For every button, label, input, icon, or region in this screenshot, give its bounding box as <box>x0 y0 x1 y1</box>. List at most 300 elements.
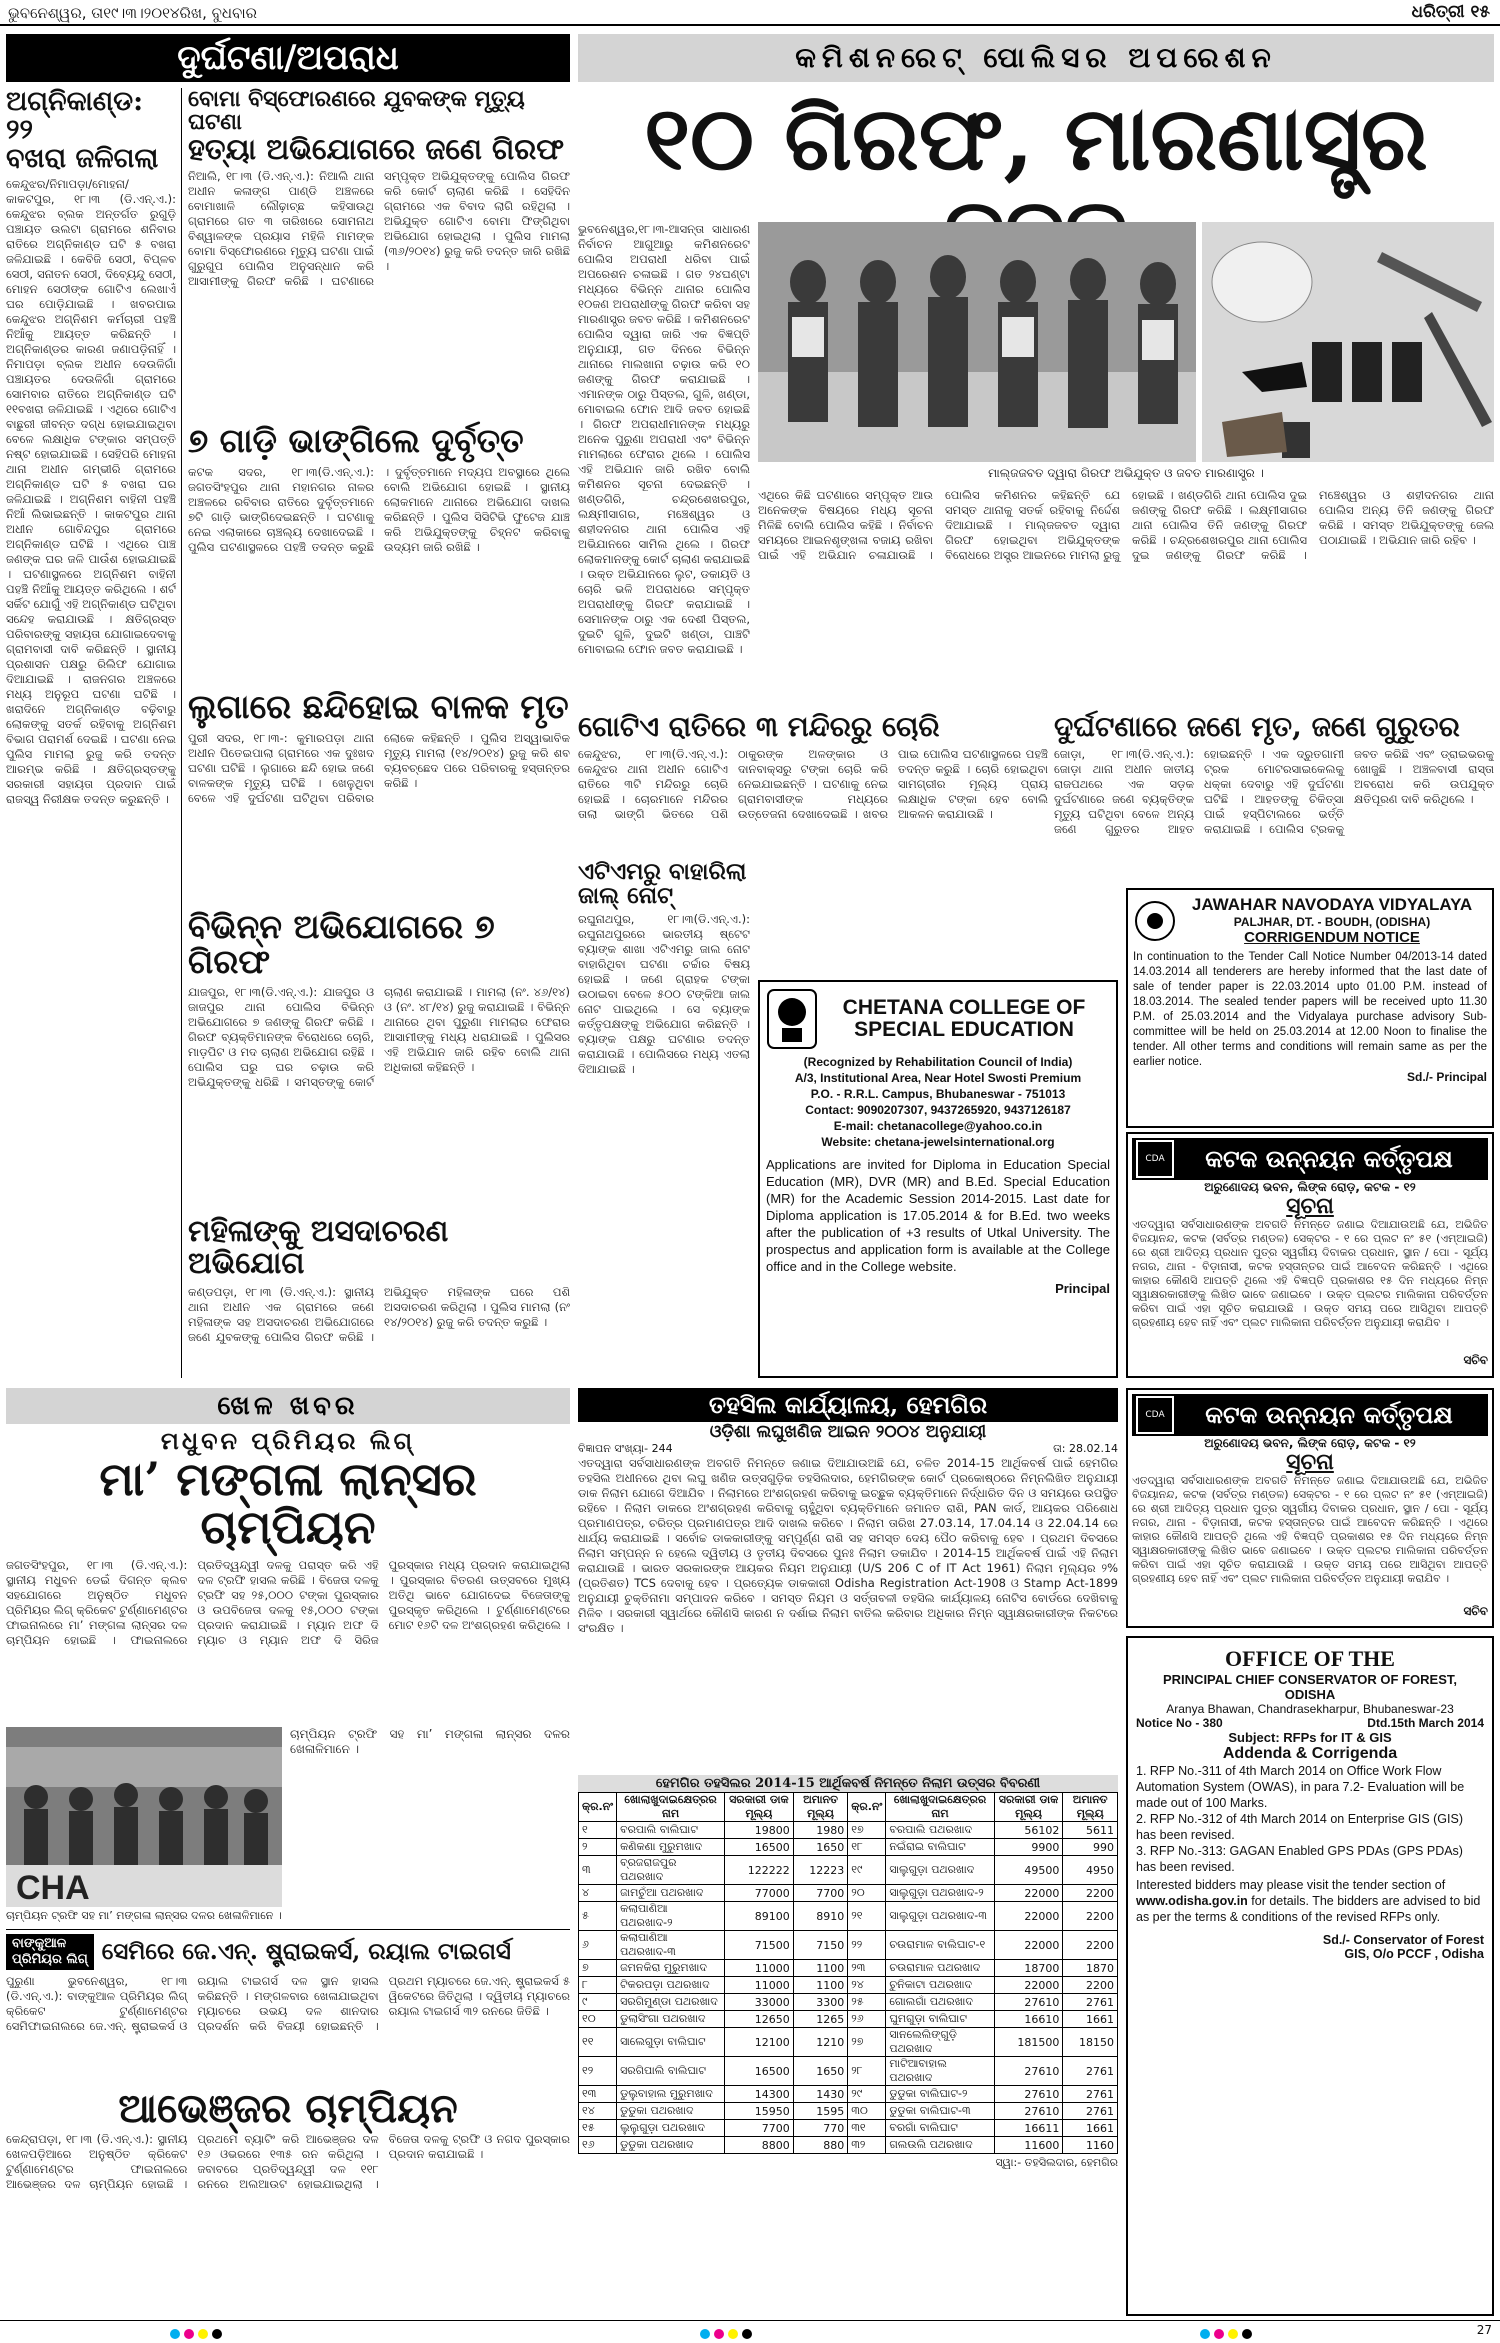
table-row <box>579 2120 1118 2137</box>
table-cell: 770 <box>793 2120 848 2137</box>
table-cell: ୨୦ <box>848 1885 886 1902</box>
lead-photo-people <box>758 222 1196 462</box>
col-header: ଅମାନତ ମୂଲ୍ୟ <box>1063 1793 1118 1822</box>
sports-kicker: ମଧୁବନ ପ୍ରିମିୟର ଲିଗ୍ <box>160 1426 416 1455</box>
ad-chetana-body: Applications are invited for Diploma in Education Special Education (MR), DVR (MR) and B.Ed. Special Education (MR) for the Academic Session 2014-2015. Last date for Diploma application is 17.05.2014 & for B.Ed. two weeks after the publication of +3 results of Utkal University. The prospectus and application form is available at the College office and in the College website. <box>766 1157 1110 1274</box>
ad-jnv-address: PALJHAR, DT. - BOUDH, (ODISHA) <box>1233 915 1431 929</box>
col-header: ଖୋଲାଖୁଦାଇକ୍ଷେତ୍ରର ନାମ <box>886 1793 994 1822</box>
table-cell: 1100 <box>793 1960 848 1977</box>
ad-cda-2-address: ଅରୁଣୋଦୟ ଭବନ, ଲିଙ୍କ ରୋଡ଼, କଟକ - ୧୨ <box>1204 1436 1416 1450</box>
table-cell: ୨୯ <box>848 2086 886 2103</box>
table-cell: ୮ <box>579 1977 617 1994</box>
table-cell: ୨୫ <box>848 1994 886 2011</box>
table-cell: ୧୪ <box>579 2103 617 2120</box>
table-cell: ବରଗାଁ ବାଲିଘାଟ <box>886 2120 994 2137</box>
table-cell: 1661 <box>1063 2120 1118 2137</box>
table-cell: ୬ <box>579 1931 617 1960</box>
table-cell: ଗୋଲଗାଁ ପଥରଖାଦ <box>886 1994 994 2011</box>
table-cell: ୩ <box>579 1856 617 1885</box>
masthead <box>0 0 1500 26</box>
table-cell: 122222 <box>725 1856 794 1885</box>
story-fire <box>6 88 176 1378</box>
ad-chetana-website[interactable]: Website: chetana-jewelsinternational.org <box>821 1135 1055 1149</box>
sports-headline: ମା’ ମଙ୍ଗଳା ଲାନ୍ସର ଚାମ୍ପିୟନ <box>99 1452 477 1555</box>
table-cell: ଗଲଉଲି ପଥରଖାଦ <box>886 2137 994 2154</box>
table-cell: 27610 <box>994 2103 1063 2120</box>
ad-pccf-line2: PRINCIPAL CHIEF CONSERVATOR OF FOREST, ODISHA <box>1163 1672 1457 1702</box>
table-cell: 22000 <box>994 1885 1063 1902</box>
table-cell: 12650 <box>725 2011 794 2028</box>
table-cell: 2761 <box>1063 1994 1118 2011</box>
lead-headline: ୧୦ ଗିରଫ, ମାରଣାସ୍ତ୍ର <box>644 86 1428 190</box>
tender-body: ଏତଦ୍ୱାରା ସର୍ବସାଧାରଣଙ୍କ ଅବଗତି ନିମନ୍ତେ ଜଣାଇ ଦିଆଯାଉଅଛି ଯେ, ଚଳିତ 2014-15 ଆର୍ଥିକବର୍ଷ ପାଇଁ ହେମଗିର ତହସିଲ ଅଧୀନରେ ଥିବା ଲଘୁ ଖଣିଜ ଉତ୍ସଗୁଡ଼ିକ ତହସିଲଦାର, ହେମଗିରଙ୍କ କୋର୍ଟ ପ୍ରକୋଷ୍ଠରେ ନିମ୍ନଲିଖିତ ଅନୁଯାୟୀ ଡାକ ନିଲାମ ଯୋଗେ ଦିଆଯିବ । ନିଲାମରେ ଅଂଶଗ୍ରହଣ କରିବାକୁ ଇଚ୍ଛୁକ ବ୍ୟକ୍ତିମାନେ ନିର୍ଦ୍ଧାରିତ ଦିନ ଓ ସମୟରେ ଉପସ୍ଥିତ ରହିବେ । ନିଲାମ ଡାକରେ ଅଂଶଗ୍ରହଣ କରିବାକୁ ଚାହୁଁଥିବା ବ୍ୟକ୍ତିମାନେ ଜମାନତ ରାଶି, PAN କାର୍ଡ, ଆୟକର ପରିଶୋଧ ପ୍ରମାଣପତ୍ର, ଚରିତ୍ର ପ୍ରମାଣପତ୍ର ଆଦି ଦାଖଲ କରିବେ । ନିଲାମ ତାରିଖ 27.03.14, 17.04.14 ଓ 22.04.14 ରେ ଧାର୍ଯ୍ୟ କରାଯାଇଛି । ସର୍ବୋଚ୍ଚ ଡାକକାରୀଙ୍କୁ ସମ୍ପୂର୍ଣ୍ଣ ରାଶି ସହ ସମସ୍ତ ଦେୟ ପୈଠ କରିବାକୁ ହେବ । ପ୍ରଥମ ଦିବସରେ ନିଲାମ ସମ୍ପନ୍ନ ନ ହେଲେ ଦ୍ୱିତୀୟ ଓ ତୃତୀୟ ଦିବସରେ ପୁନଃ ନିଲାମ ଡକାଯିବ । 2014-15 ଆର୍ଥିକବର୍ଷ ପାଇଁ ଏହି ନିଲାମ କରାଯାଉଛି । ଭାରତ ସରକାରଙ୍କ ଆୟକର ନିୟମ ଅନୁଯାୟୀ (U/S 206 C of IT Act 1961) ନିଲାମ ମୂଲ୍ୟର ୨% (ପ୍ରତିଶତ) TCS ଦେବାକୁ ହେବ । ପ୍ରତ୍ୟେକ ଡାକକାରୀ Odisha Registration Act-1908 ଓ Stamp Act-1899 ଅନୁଯାୟୀ ଚୁକ୍ତିନାମା ସମ୍ପାଦନ କରିବେ । ସମସ୍ତ ନିୟମ ଓ ସର୍ତ୍ତାବଳୀ ତହସିଲ କାର୍ଯ୍ୟାଳୟ ନୋଟିସ ବୋର୍ଡରେ ଦେଖିବାକୁ ମିଳିବ । ସରକାରୀ ସ୍ୱାର୍ଥରେ କୌଣସି କାରଣ ନ ଦର୍ଶାଇ ନିଲାମ ବାତିଲ କରିବାର ଅଧିକାର ନିମ୍ନ ସ୍ୱାକ୍ଷରକାରୀଙ୍କ ନିକଟରେ ସଂରକ୍ଷିତ । <box>578 1455 1118 1635</box>
sports-photo-caption: ଚାମ୍ପିୟନ ଟ୍ରଫି ସହ ମା’ ମଙ୍ଗଳା ଲାନ୍ସର ଦଳର ଖେଳାଳିମାନେ । <box>6 1908 282 1922</box>
black-mark <box>1242 2329 1252 2339</box>
table-cell: 2200 <box>1063 1902 1118 1931</box>
table-row <box>579 1839 1118 1856</box>
table-cell: ବ୍ରଜରାଜପୁର ପଥରଖାଦ <box>617 1856 725 1885</box>
story-fake-notes-title: ଏଟିଏମରୁ ବାହାରିଲା <box>578 858 747 885</box>
table-cell: 56102 <box>994 1822 1063 1839</box>
team-trophy-photo <box>6 1727 282 1907</box>
story-arrests <box>188 907 570 1210</box>
table-cell: 8800 <box>725 2137 794 2154</box>
arrested-people-photo <box>758 222 1196 462</box>
table-cell: ସାଲେଗୁଡ଼ା ବାଲିଘାଟ <box>617 2028 725 2057</box>
table-cell: 22000 <box>994 1977 1063 1994</box>
story-fake-notes <box>578 860 750 1380</box>
table-cell: ଜମନକିରା ମୁରୁମଖାଦ <box>617 1960 725 1977</box>
table-cell: 11000 <box>725 1977 794 1994</box>
story-temple-theft-title: ଗୋଟିଏ ରାତିରେ ୩ ମନ୍ଦିରରୁ ଚୋରି <box>578 710 940 743</box>
story-accident <box>1054 712 1494 882</box>
ad-chetana-contact: Contact: 9090207307, 9437265920, 9437126187 <box>805 1103 1071 1117</box>
story-misconduct-title: ମହିଳାଙ୍କୁ ଅସଦାଚରଣ ଅଭିଯୋଗ <box>188 1214 449 1281</box>
ad-pccf-note: Interested bidders may please visit the tender section of www.odisha.gov.in for details. The bidders are advised to bid as per the terms & conditions of the revised RFPs only. <box>1136 1878 1481 1924</box>
bankual-tag2: ପ୍ରିମିୟର ଲିଗ୍ <box>12 1951 88 1967</box>
table-cell: ୧୯ <box>848 1856 886 1885</box>
table-cell: ଟିକରପଡ଼ା ପଥରଖାଦ <box>617 1977 725 1994</box>
story-bomb-body: ନିଆଲି, ୧୮।୩ (ଡି.ଏନ୍.ଏ.): ନିଆଲି ଥାନା ଅଧୀନ କଳାଙ୍ଗ ପାଣ୍ଡି ଅଞ୍ଚଳରେ ବୋମାଖାଳି ଲୌଢ଼ାଚ୍ଛ କହିସାଉଥି ଗ୍ରାମରେ ଗତ ୩ ତାରିଖରେ ସୋମନାଥ ବିଶ୍ୱାଳଙ୍କ ପ୍ରୟାସ ମହିଳି ମାମଙ୍କ ବୋମା ବିସ୍ଫୋରଣରେ ମୃତ୍ୟୁ ଘଟଣା ପାଇଁ ଗୁରୁଗୁପ ପୋଲିସ ଅନୁସନ୍ଧାନ କରି ଆସାମୀଙ୍କୁ ଗିରଫ କରିଛି । ଘଟଣାରେ ସମ୍ପୃକ୍ତ ଅଭିଯୁକ୍ତଙ୍କୁ ପୋଲିସ ଗିରଫ କରି କୋର୍ଟ ଚାଲାଣ କରିଛି । ସେହିଦିନ ଗ୍ରାମରେ ଏକ ବିବାଦ ଲାଗି ରହିଥିଲା । ଅଭିଯୁକ୍ତ ଗୋଟିଏ ବୋମା ଫିଙ୍ଗିଥିବା ଅଭିଯୋଗ ହୋଇଥିଲା । ପୁଲିସ ମାମଲା (୩୬/୨୦୧୪) ରୁଜୁ କରି ତଦନ୍ତ ଜାରି ରଖିଛି । <box>188 168 570 288</box>
table-cell: ୧୨ <box>579 2057 617 2086</box>
table-cell: ୧୬ <box>579 2137 617 2154</box>
table-cell: 880 <box>793 2137 848 2154</box>
table-cell: 1210 <box>793 2028 848 2057</box>
ad-pccf-line1: OFFICE OF THE <box>1225 1646 1395 1671</box>
table-cell: ଡୁଲୁବାହାଲ ମୁରୁମଖାଦ <box>617 2086 725 2103</box>
ad-jnv <box>1126 888 1494 1128</box>
table-cell: ୧ <box>579 1822 617 1839</box>
col-header: ସରକାରୀ ଡାକ ମୂଲ୍ୟ <box>994 1793 1063 1822</box>
table-cell: କଲାପାଣିଆ ପଥରଖାଦ-୨ <box>617 1902 725 1931</box>
col-header: କ୍ର.ନଂ <box>848 1793 886 1822</box>
table-row <box>579 1931 1118 1960</box>
table-cell: ୨୬ <box>848 2011 886 2028</box>
table-cell: 2761 <box>1063 2086 1118 2103</box>
story-fire-title: ଅଗ୍ନିକାଣ୍ଡ: ୨୨ <box>6 86 144 146</box>
story-fire-body: କେନ୍ଦୁଝର/ନିମାପଡ଼ା/ମୋହନା/କାକଟପୁର, ୧୮।୩ (ଡି.ଏନ୍.ଏ.): କେନ୍ଦୁଝର ବ୍ଲକ ଅନ୍ତର୍ଗତ ରୁଗୁଡ଼ି ପଞ୍ଚାୟତ ଉଲଟା ଗ୍ରାମରେ ଶନିବାର ରାତିରେ ଅଗ୍ନିକାଣ୍ଡ ଘଟି ୫ ବଖରା ଜଳିଯାଇଛି । କେବିଜି ସେଠୀ, ବିପ୍ଳବ ସେଠୀ, ସନାତନ ସେଠୀ, ଦିବ୍ୟେନ୍ଦୁ ସେଠୀ, ମୋହନ ସେଠୀଙ୍କ ଗୋଟିଏ ଲେଖାଏଁ ଘର ପୋଡ଼ିଯାଇଛି । ଖବରପାଇ କେନ୍ଦୁଝର ଅଗ୍ନିଶମ କର୍ମଚାରୀ ପହଞ୍ଚି ନିଆଁକୁ ଆୟତ୍ତ କରିଛନ୍ତି । ଅଗ୍ନିକାଣ୍ଡର କାରଣ ଜଣାପଡ଼ିନାହିଁ । ନିମାପଡ଼ା ବ୍ଲକ ଅଧୀନ ଦେଉଳିଗାଁ ପଞ୍ଚାୟତର ଦେଉଳିଗାଁ ଗ୍ରାମରେ ସୋମବାର ରାତିରେ ଅଗ୍ନିକାଣ୍ଡ ଘଟି ୧୧ବଖରା ଜଳିଯାଇଛି । ଏଥିରେ ଗୋଟିଏ ବାଛୁରୀ ଜୀବନ୍ତ ଦଗ୍ଧ ହୋଇଯାଇଥିବା ବେଳେ ଲକ୍ଷାଧିକ ଟଙ୍କାର ସମ୍ପତ୍ତି ନଷ୍ଟ ହୋଇଯାଇଛି । ସେହିପରି ମୋହନା ଥାନା ଅଧୀନ ଗମ୍ଭୀରି ଗ୍ରାମରେ ଅଗ୍ନିକାଣ୍ଡ ଘଟି ୫ ବଖରା ଘର ଜଳିଯାଇଛି । ଅଗ୍ନିଶମ ବାହିନୀ ପହଞ୍ଚି ନିଆଁ ଲିଭାଇଛନ୍ତି । କାକଟପୁର ଥାନା ଅଧୀନ ଗୋବିନ୍ଦପୁର ଗ୍ରାମରେ ଅଗ୍ନିକାଣ୍ଡ ଘଟିଛି । ଏଥିରେ ପାଞ୍ଚ ଜଣଙ୍କ ଘର ଜଳି ପାଉଁଶ ହୋଇଯାଇଛି । ଘଟଣାସ୍ଥଳରେ ଅଗ୍ନିଶମ ବାହିନୀ ପହଞ୍ଚି ନିଆଁକୁ ଆୟତ୍ତ କରିଥିଲେ । ଶର୍ଟ ସର୍କିଟ ଯୋଗୁଁ ଏହି ଅଗ୍ନିକାଣ୍ଡ ଘଟିଥିବା ସନ୍ଦେହ କରାଯାଉଛି । କ୍ଷତିଗ୍ରସ୍ତ ପରିବାରଙ୍କୁ ସହାୟତା ଯୋଗାଇଦେବାକୁ ଗ୍ରାମବାସୀ ଦାବି କରିଛନ୍ତି । ସ୍ଥାନୀୟ ପ୍ରଶାସନ ପକ୍ଷରୁ ରିଲିଫ ଯୋଗାଇ ଦିଆଯାଇଛି । ରାଜନଗର ଅଞ୍ଚଳରେ ମଧ୍ୟ ଅନୁରୂପ ଘଟଣା ଘଟିଛି । ଖରାଦିନେ ଅଗ୍ନିକାଣ୍ଡ ବଢ଼ିବାରୁ ଲୋକଙ୍କୁ ସତର୍କ ରହିବାକୁ ଅଗ୍ନିଶମ ବିଭାଗ ପରାମର୍ଶ ଦେଇଛି । ଘଟଣା ନେଇ ପୁଲିସ ମାମଲା ରୁଜୁ କରି ତଦନ୍ତ ଆରମ୍ଭ କରିଛି । କ୍ଷତିଗ୍ରସ୍ତଙ୍କୁ ସରକାରୀ ସହାୟତା ପ୍ରଦାନ ପାଇଁ ରାଜସ୍ୱ ନିରୀକ୍ଷକ ତଦନ୍ତ କରୁଛନ୍ତି । <box>6 177 176 807</box>
ad-jnv-body: In continuation to the Tender Call Notice Number 04/2013-14 dated 14.03.2014 all tenderers are hereby informed that the last date of sale of tender paper is 22.03.2014 upto 01.00 P.M. instead of 18.03.2014. The sealed tender papers will be received upto 11.30 P.M. of 25.03.2014 and the Vidyalaya purchase advisory Sub-committee will be held on 25.03.2014 at 12.00 Noon to finalise the tender. All other terms and conditions will remain same as per the earlier notice. <box>1133 951 1487 1068</box>
table-cell: ଚଉରାମାଳ ବାଲିଘାଟ-୧ <box>886 1931 994 1960</box>
table-cell: ବରପାଲି ବାଲିଘାଟ <box>617 1822 725 1839</box>
lead-body: ଭୁବନେଶ୍ୱର,୧୮।୩-ଆସନ୍ତା ସାଧାରଣ ନିର୍ବାଚନ ଆଗୁଆରୁ କମିଶନରେଟ ପୋଲିସ ଅପରାଧୀ ଧରିବା ପାଇଁ ଅପରେଶନ ଚଳାଇଛି । ଗତ ୨୪ଘଣ୍ଟା ମଧ୍ୟରେ ବିଭିନ୍ନ ଥାନାର ପୋଲିସ ୧୦ଜଣ ଅପରାଧୀଙ୍କୁ ଗିରଫ କରିବା ସହ ମାରଣାସ୍ତ୍ର ଜବତ କରିଛି । କମିଶନରେଟ ପୋଲିସ ଦ୍ୱାରା ଜାରି ଏକ ବିଜ୍ଞପ୍ତି ଅନୁଯାୟୀ, ଗତ ଦିନରେ ବିଭିନ୍ନ ଥାନାରେ ମାଲଖାନା ଚଢ଼ାଉ କରି ୧୦ ଜଣଙ୍କୁ ଗିରଫ କରାଯାଇଛି । ଏମାନଙ୍କ ଠାରୁ ପିସ୍ତଲ, ଗୁଳି, ଖଣ୍ଡା, ମୋବାଇଲ ଫୋନ ଆଦି ଜବତ ହୋଇଛି । ଗିରଫ ଅପରାଧୀମାନଙ୍କ ମଧ୍ୟରୁ ଅନେକ ପୁରୁଣା ଅପରାଧୀ ଏବଂ ବିଭିନ୍ନ ମାମଲାରେ ଫେରାର ଥିଲେ । ପୋଲିସ ଏହି ଅଭିଯାନ ଜାରି ରଖିବ ବୋଲି କମିଶନର ସୂଚନା ଦେଇଛନ୍ତି । ଖଣ୍ଡଗିରି, ଚନ୍ଦ୍ରଶେଖରପୁର, ଲକ୍ଷ୍ମୀସାଗର, ମଞ୍ଚେଶ୍ୱର ଓ ଶହୀଦନଗର ଥାନା ପୋଲିସ ଏହି ଅଭିଯାନରେ ସାମିଲ ଥିଲେ । ଗିରଫ ଲୋକମାନଙ୍କୁ କୋର୍ଟ ଚାଲାଣ କରାଯାଇଛି । ଉକ୍ତ ଅଭିଯାନରେ ଲୁଟ, ଡକାୟତି ଓ ଚୋରି ଭଳି ଅପରାଧରେ ସମ୍ପୃକ୍ତ ଅପରାଧୀଙ୍କୁ ଗିରଫ କରାଯାଇଛି । ସେମାନଙ୍କ ଠାରୁ ଏକ ଦେଶୀ ପିସ୍ତଲ, ଦୁଇଟି ଗୁଳି, ଦୁଇଟି ଖଣ୍ଡା, ପାଞ୍ଚଟି ମୋବାଇଲ ଫୋନ ଜବତ କରାଯାଇଛି । <box>578 222 750 656</box>
ad-chetana-recognition: (Recognized by Rehabilitation Council of India) <box>803 1055 1073 1069</box>
page-number: ୧୫ <box>1470 2 1490 22</box>
story-arrests-body: ଯାଜପୁର, ୧୮।୩(ଡି.ଏନ୍.ଏ.): ଯାଜପୁର ଓ ଜାଜପୁର ଥାନା ପୋଲିସ ବିଭିନ୍ନ ଅଭିଯୋଗରେ ୭ ଜଣଙ୍କୁ ଗିରଫ କରିଛି । ଗିରଫ ବ୍ୟକ୍ତିମାନଙ୍କ ବିରୋଧରେ ଚୋରି, ମାଡ଼ପିଟ ଓ ମଦ ଚାଲାଣ ଅଭିଯୋଗ ରହିଛି । ପୋଲିସ ଘରୁ ଘର ଚଢ଼ାଉ କରି ଅଭିଯୁକ୍ତଙ୍କୁ ଧରିଛି । ସମସ୍ତଙ୍କୁ କୋର୍ଟ ଚାଲାଣ କରାଯାଇଛି । ମାମଲା (ନଂ. ୪୬/୧୪) ଓ (ନଂ. ୪୮/୧୪) ରୁଜୁ କରାଯାଇଛି । ବିଭିନ୍ନ ଥାନାରେ ଥିବା ପୁରୁଣା ମାମଲାର ଫେରାର ଆସାମୀଙ୍କୁ ମଧ୍ୟ ଧରାଯାଇଛି । ପୁଲିସର ଏହି ଅଭିଯାନ ଜାରି ରହିବ ବୋଲି ଥାନା ଅଧିକାରୀ କହିଛନ୍ତି । <box>188 985 570 1090</box>
story-misconduct <box>188 1216 570 1378</box>
col-header: ଅମାନତ ମୂଲ୍ୟ <box>793 1793 848 1822</box>
ad-chetana-details <box>766 1054 1110 1150</box>
table-cell: ୩୨ <box>848 2137 886 2154</box>
story-boy <box>188 687 570 905</box>
ad-cda-1-body: ଏତଦ୍ୱାରା ସର୍ବସାଧାରଣଙ୍କ ଅବଗତି ନିମନ୍ତେ ଜଣାଇ ଦିଆଯାଉଅଛି ଯେ, ଅଭିଜିତ ବିଜୟାନନ୍ଦ, କଟକ (ସର୍ବତ୍ର ମଣ୍ଡଳ) ସେକ୍ଟର - ୧ ରେ ପ୍ଲଟ ନଂ ୫୧ (ଏମ୍‌ଆଇଜି) ରେ ଶ୍ରୀ ଆଦିତ୍ୟ ପ୍ରଧାନ ପୁତ୍ର ସ୍ୱର୍ଗୀୟ ଦିବାକର ପ୍ରଧାନ, ସ୍ଥାନ / ପୋ - ସୂର୍ଯ୍ୟ ନଗର, ଥାନା - ବିଡ଼ାନାସୀ, କଟକ ହସ୍ତାନ୍ତର ପାଇଁ ଆବେଦନ କରିଛନ୍ତି । ଏଥିରେ କାହାର କୌଣସି ଆପତ୍ତି ଥିଲେ ଏହି ବିଜ୍ଞପ୍ତି ପ୍ରକାଶର ୧୫ ଦିନ ମଧ୍ୟରେ ନିମ୍ନ ସ୍ୱାକ୍ଷରକାରୀଙ୍କୁ ଲିଖିତ ଭାବେ ଜଣାଇବେ । ଉକ୍ତ ପ୍ଲଟର ମାଲିକାନା ପରିବର୍ତ୍ତନ କରିବା ପାଇଁ ଏହା ସୂଚିତ କରାଯାଉଛି । ଉକ୍ତ ସମୟ ପରେ ଆସିଥିବା ଆପତ୍ତି ଗ୍ରହଣୀୟ ହେବ ନାହିଁ ଏବଂ ପ୍ଲଟ ମାଲିକାନା ପରିବର୍ତ୍ତନ ଅନୁଯାୟୀ କରାଯିବ । <box>1132 1218 1488 1330</box>
ad-cda-2-header <box>1132 1394 1488 1436</box>
story-vandal-body: କଟକ ସଦର, ୧୮।୩(ଡି.ଏନ୍.ଏ.): ଜଗତସିଂହପୁର ଥାନା ମହାନଗର ନାଳର ଅଞ୍ଚଳରେ ରବିବାର ରାତିରେ ଦୁର୍ବୃତ୍ତମାନେ ୭ଟି ଗାଡ଼ି ଭାଙ୍ଗିଦେଇଛନ୍ତି । ଘଟଣାକୁ ନେଇ ଏଲାକାରେ ଚାଞ୍ଚଲ୍ୟ ଦେଖାଦେଇଛି । ପୁଲିସ ଘଟଣାସ୍ଥଳରେ ପହଞ୍ଚି ତଦନ୍ତ କରୁଛି । ଦୁର୍ବୃତ୍ତମାନେ ମଦ୍ୟପ ଅବସ୍ଥାରେ ଥିଲେ ବୋଲି ଅଭିଯୋଗ ହୋଇଛି । ସ୍ଥାନୀୟ ଲୋକମାନେ ଥାନାରେ ଅଭିଯୋଗ ଦାଖଲ କରିଛନ୍ତି । ପୁଲିସ ସିସିଟିଭି ଫୁଟେଜ ଯାଞ୍ଚ କରି ଅଭିଯୁକ୍ତଙ୍କୁ ଚିହ୍ନଟ କରିବାକୁ ଉଦ୍ୟମ ଜାରି ରଖିଛି । <box>188 464 570 554</box>
yellow-mark <box>728 2329 738 2339</box>
tender-ref-row <box>578 1442 1118 1456</box>
table-cell: 27610 <box>994 2086 1063 2103</box>
table-cell: 16610 <box>994 2011 1063 2028</box>
story-temple-theft-body: କେନ୍ଦୁଝର, ୧୮।୩(ଡି.ଏନ୍.ଏ.): କେନ୍ଦୁଝର ଥାନା ଅଧୀନ ଗୋଟିଏ ରାତିରେ ୩ଟି ମନ୍ଦିରରୁ ଚୋରି ହୋଇଛି । ଚୋରମାନେ ମନ୍ଦିରର ତାଲା ଭାଙ୍ଗି ଭିତରେ ପଶି ଠାକୁରଙ୍କ ଅଳଙ୍କାର ଓ ଦାନବାକ୍ସରୁ ଟଙ୍କା ଚୋରି କରି ନେଇଯାଇଛନ୍ତି । ଘଟଣାକୁ ନେଇ ଗ୍ରାମବାସୀଙ୍କ ମଧ୍ୟରେ ଉତ୍ତେଜନା ଦେଖାଦେଇଛି । ଖବର ପାଇ ପୋଲିସ ଘଟଣାସ୍ଥଳରେ ପହଞ୍ଚି ତଦନ୍ତ କରୁଛି । ଚୋରି ହୋଇଥିବା ସାମଗ୍ରୀର ମୂଲ୍ୟ ପ୍ରାୟ ଲକ୍ଷାଧିକ ଟଙ୍କା ହେବ ବୋଲି ଆକଳନ କରାଯାଉଛି । <box>578 747 1048 822</box>
tender-table-title: ହେମଗିର ତହସିଲର 2014-15 ଆର୍ଥିକବର୍ଷ ନିମନ୍ତେ ନିଲାମ ଉତ୍ସର ବିବରଣୀ <box>578 1775 1118 1793</box>
ad-chetana-name1: CHETANA COLLEGE OF <box>842 995 1086 1019</box>
table-cell: ଲୁଲୁଗୁଡ଼ା ପଥରଖାଦ <box>617 2120 725 2137</box>
table-row <box>579 1902 1118 1931</box>
table-cell: 990 <box>1063 1839 1118 1856</box>
ad-jnv-header <box>1133 895 1487 946</box>
table-cell: 7150 <box>793 1931 848 1960</box>
sports-body-extra: ଚାମ୍ପିୟନ ଟ୍ରଫି ସହ ମା’ ମଙ୍ଗଳା ଲାନ୍ସର ଦଳର ଖେଳାଳିମାନେ । <box>290 1726 570 1756</box>
tender-table-header <box>579 1793 1118 1822</box>
tender-law: ଓଡ଼ିଶା ଲଘୁଖଣିଜ ଆଇନ ୨୦୦୪ ଅନୁଯାୟୀ <box>709 1422 987 1442</box>
table-cell: 2200 <box>1063 1931 1118 1960</box>
tender-notice <box>578 1388 1118 2316</box>
table-cell: ୫ <box>579 1902 617 1931</box>
ad-pccf-address: Aranya Bhawan, Chandrasekharpur, Bhubaneswar-23 <box>1166 1702 1454 1716</box>
table-cell: ୧୫ <box>579 2120 617 2137</box>
table-cell: 12100 <box>725 2028 794 2057</box>
table-cell: ୨୮ <box>848 2057 886 2086</box>
table-cell: 71500 <box>725 1931 794 1960</box>
table-cell: 16500 <box>725 2057 794 2086</box>
col-header: ସରକାରୀ ଡାକ ମୂଲ୍ୟ <box>725 1793 794 1822</box>
table-cell: ସାନଲେଲିଙ୍ଗୁଡ଼ି ପଥରଖାଦ <box>886 2028 994 2057</box>
banner-text: CHA <box>16 1868 90 1907</box>
dateline: ଭୁବନେଶ୍ୱର, ତା୧୯।୩।୨୦୧୪ରିଖ, ବୁଧବାର <box>8 4 258 22</box>
cyan-mark <box>170 2329 180 2339</box>
bankual-header <box>6 1929 570 1970</box>
cda-logo-icon: CDA <box>1136 1140 1174 1178</box>
cyan-mark <box>1200 2329 1210 2339</box>
ad-pccf-item: 3. RFP No.-313: GAGAN Enabled GPS PDAs (GPS PDAs) has been revised. <box>1136 1844 1463 1874</box>
table-cell: 7700 <box>725 2120 794 2137</box>
color-registration-marks <box>700 2324 756 2343</box>
table-cell: ୨୨ <box>848 1931 886 1960</box>
table-cell: 11000 <box>725 1960 794 1977</box>
table-cell: 11600 <box>994 2137 1063 2154</box>
col-header: କ୍ର.ନଂ <box>579 1793 617 1822</box>
table-cell: 77000 <box>725 1885 794 1902</box>
ad-pccf-sign1: Sd./- Conservator of Forest <box>1322 1933 1484 1947</box>
table-cell: ୧୭ <box>848 1822 886 1839</box>
ad-pccf-subject: Subject: RFPs for IT & GIS <box>1228 1730 1392 1745</box>
ad-cda-2-sign: ସଚିବ <box>1463 1604 1488 1619</box>
avenger-headline: ଆଭେଞ୍ଜର ଚାମ୍ପିୟନ <box>118 2084 458 2132</box>
magenta-mark <box>714 2329 724 2339</box>
table-cell: ସାଲୁଗୁଡ଼ା ପଥରଖାଦ-୩ <box>886 1902 994 1931</box>
yellow-mark <box>1228 2329 1238 2339</box>
ad-cda-1-address: ଅରୁଣୋଦୟ ଭବନ, ଲିଙ୍କ ରୋଡ଼, କଟକ - ୧୨ <box>1204 1180 1416 1194</box>
table-cell: ୧୮ <box>848 1839 886 1856</box>
table-cell: 18150 <box>1063 2028 1118 2057</box>
ad-pccf-site-link[interactable]: www.odisha.gov.in <box>1136 1894 1248 1908</box>
story-fake-notes-title2: ଜାଲ୍ ନୋଟ୍ <box>578 882 674 910</box>
table-cell: ବରପାଲି ପଥରଖାଦ <box>886 1822 994 1839</box>
table-cell: 16500 <box>725 1839 794 1856</box>
table-cell: କଣିକଣା ମୁରୁମଖାଦ <box>617 1839 725 1856</box>
color-registration-marks <box>170 2324 226 2343</box>
col-header: ଖୋଲାଖୁଦାଇକ୍ଷେତ୍ରର ନାମ <box>617 1793 725 1822</box>
story-misconduct-body: କଣ୍ଡପଡ଼ା, ୧୮।୩ (ଡି.ଏନ୍.ଏ.): ସ୍ଥାନୀୟ ଥାନା ଅଧୀନ ଏକ ଗ୍ରାମରେ ଜଣେ ମହିଳାଙ୍କ ସହ ଅସଦାଚରଣ ଅଭିଯୋଗରେ ଜଣେ ଯୁବକଙ୍କୁ ପୋଲିସ ଗିରଫ କରିଛି । ଅଭିଯୁକ୍ତ ମହିଳାଙ୍କ ଘରେ ପଶି ଅସଦାଚରଣ କରିଥିଲା । ପୁଲିସ ମାମଲା (ନଂ ୧୪/୨୦୧୪) ରୁଜୁ କରି ତଦନ୍ତ କରୁଛି । <box>188 1285 570 1344</box>
ad-cda-1-sign: ସଚିବ <box>1463 1353 1488 1368</box>
table-row <box>579 1822 1118 1839</box>
ad-pccf-title: Addenda & Corrigenda <box>1222 1745 1398 1762</box>
table-cell: ଡୁଲାସିଂଗା ପଥରଖାଦ <box>617 2011 725 2028</box>
college-logo-icon <box>766 988 818 1050</box>
color-registration-marks <box>1200 2324 1256 2343</box>
story-fire-title2: ବଖରା ଜଳିଗଲା <box>6 142 159 174</box>
table-cell: 49500 <box>994 1856 1063 1885</box>
table-cell: 14300 <box>725 2086 794 2103</box>
table-cell: ଚଉରାମାଳ ପଥରଖାଦ <box>886 1960 994 1977</box>
table-cell: 1100 <box>793 1977 848 1994</box>
table-cell: ଡୁଡୁକା ବାଲିଘାଟ-୩ <box>886 2103 994 2120</box>
sports-banner: ଖେଳ ଖବର <box>6 1388 570 1424</box>
table-row <box>579 1960 1118 1977</box>
story-bomb-title: ବୋମା ବିସ୍ଫୋରଣରେ ଯୁବକଙ୍କ ମୃତ୍ୟୁ ଘଟଣା <box>188 86 525 136</box>
ad-pccf-date: Dtd.15th March 2014 <box>1367 1716 1484 1730</box>
section-banner-crime: ଦୁର୍ଘଟଣା/ଅପରାଧ <box>6 34 570 82</box>
ad-cda-2-notice: ସୂଚନା <box>1286 1449 1334 1475</box>
table-cell: ଡୁଡୁକା ପଥରଖାଦ <box>617 2137 725 2154</box>
page-header-right <box>1412 2 1491 22</box>
table-cell: ଘୁମଗୁଡ଼ା ବାଲିଘାଟ <box>886 2011 994 2028</box>
table-row <box>579 2011 1118 2028</box>
table-cell: ୨୩ <box>848 1960 886 1977</box>
ad-cda-1-title-block <box>1174 1144 1484 1174</box>
table-cell: 9900 <box>994 1839 1063 1856</box>
table-cell: 181500 <box>994 2028 1063 2057</box>
table-cell: ସରଗିମୁଣ୍ଡା ପଥରଖାଦ <box>617 1994 725 2011</box>
paper-name: ଧରିତ୍ରୀ <box>1411 2 1465 22</box>
table-cell: 4950 <box>1063 1856 1118 1885</box>
table-cell: 22000 <box>994 1902 1063 1931</box>
table-cell: ସାଲୁଗୁଡ଼ା ପଥରଖାଦ-୨ <box>886 1885 994 1902</box>
lead-body-continued: ଏଥିରେ କିଛି ଘଟଣାରେ ସମ୍ପୃକ୍ତ ଆଉ ଅନେକଙ୍କ ବିଷୟରେ ମଧ୍ୟ ସୂଚନା ମିଳିଛି ବୋଲି ପୋଲିସ କହିଛି । ନିର୍ବାଚନ ସମୟରେ ଆଇନଶୃଙ୍ଖଳା ବଜାୟ ରଖିବା ପାଇଁ ଏହି ଅଭିଯାନ ଚଳାଯାଉଛି । ପୋଲିସ କମିଶନର କହିଛନ୍ତି ଯେ ସମସ୍ତ ଥାନାକୁ ସତର୍କ ରହିବାକୁ ନିର୍ଦ୍ଦେଶ ଦିଆଯାଇଛି । ମାଲ୍‌ଜଜବତ ଦ୍ୱାରା ଗିରଫ ହୋଇଥିବା ଅଭିଯୁକ୍ତଙ୍କ ବିରୋଧରେ ଅସ୍ତ୍ର ଆଇନରେ ମାମଲା ରୁଜୁ ହୋଇଛି । ଖଣ୍ଡଗିରି ଥାନା ପୋଲିସ ଦୁଇ ଜଣଙ୍କୁ ଗିରଫ କରିଛି । ଲକ୍ଷ୍ମୀସାଗର ଥାନା ପୋଲିସ ତିନି ଜଣଙ୍କୁ ଗିରଫ କରିଛି । ଚନ୍ଦ୍ରଶେଖରପୁର ଥାନା ପୋଲିସ ଦୁଇ ଜଣଙ୍କୁ ଗିରଫ କରିଛି । ମଞ୍ଚେଶ୍ୱର ଓ ଶହୀଦନଗର ଥାନା ପୋଲିସ ଅନ୍ୟ ତିନି ଜଣଙ୍କୁ ଗିରଫ କରିଛି । ସମସ୍ତ ଅଭିଯୁକ୍ତଙ୍କୁ ଜେଲ ପଠାଯାଇଛି । ଅଭିଯାନ ଜାରି ରହିବ । <box>758 488 1494 562</box>
story-accident-title: ଦୁର୍ଘଟଣାରେ ଜଣେ ମୃତ, ଜଣେ ଗୁରୁତର <box>1054 710 1460 743</box>
table-row <box>579 2137 1118 2154</box>
table-cell: 2761 <box>1063 2057 1118 2086</box>
table-cell: 89100 <box>725 1902 794 1931</box>
table-cell: ଡୁଡୁକା ବାଲିଘାଟ-୨ <box>886 2086 994 2103</box>
ad-pccf <box>1126 1636 1494 2316</box>
table-cell: 19800 <box>725 1822 794 1839</box>
ad-chetana-name <box>818 997 1110 1041</box>
table-row <box>579 2057 1118 2086</box>
cda-logo-icon: CDA <box>1136 1396 1174 1434</box>
table-cell: 18700 <box>994 1960 1063 1977</box>
story-fake-notes-body: ରଘୁନାଥପୁର, ୧୮।୩(ଡି.ଏନ୍.ଏ.): ରଘୁନାଥପୁରରେ ଭାରତୀୟ ଷ୍ଟେଟ ବ୍ୟାଙ୍କ ଶାଖା ଏଟିଏମରୁ ଜାଲ ନୋଟ ବାହାରିଥିବା ଘଟଣା ଚର୍ଚ୍ଚାର ବିଷୟ ହୋଇଛି । ଜଣେ ଗ୍ରାହକ ଟଙ୍କା ଉଠାଇବା ବେଳେ ୫୦୦ ଟଙ୍କିଆ ଜାଲ ନୋଟ ପାଇଥିଲେ । ସେ ବ୍ୟାଙ୍କ କର୍ତ୍ତୃପକ୍ଷଙ୍କୁ ଅଭିଯୋଗ କରିଛନ୍ତି । ବ୍ୟାଙ୍କ ପକ୍ଷରୁ ଘଟଣାର ତଦନ୍ତ କରାଯାଉଛି । ପୋଲିସରେ ମଧ୍ୟ ଏତଲା ଦିଆଯାଇଛି । <box>578 912 750 1077</box>
lead-photo-weapons <box>1202 222 1494 462</box>
table-cell: ୨୭ <box>848 2028 886 2057</box>
table-cell: 15950 <box>725 2103 794 2120</box>
ad-cda-2-body: ଏତଦ୍ୱାରା ସର୍ବସାଧାରଣଙ୍କ ଅବଗତି ନିମନ୍ତେ ଜଣାଇ ଦିଆଯାଉଅଛି ଯେ, ଅଭିଜିତ ବିଜୟାନନ୍ଦ, କଟକ (ସର୍ବତ୍ର ମଣ୍ଡଳ) ସେକ୍ଟର - ୧ ରେ ପ୍ଲଟ ନଂ ୫୧ (ଏମ୍‌ଆଇଜି) ରେ ଶ୍ରୀ ଆଦିତ୍ୟ ପ୍ରଧାନ ପୁତ୍ର ସ୍ୱର୍ଗୀୟ ଦିବାକର ପ୍ରଧାନ, ସ୍ଥାନ / ପୋ - ସୂର୍ଯ୍ୟ ନଗର, ଥାନା - ବିଡ଼ାନାସୀ, କଟକ ହସ୍ତାନ୍ତର ପାଇଁ ଆବେଦନ କରିଛନ୍ତି । ଏଥିରେ କାହାର କୌଣସି ଆପତ୍ତି ଥିଲେ ଏହି ବିଜ୍ଞପ୍ତି ପ୍ରକାଶର ୧୫ ଦିନ ମଧ୍ୟରେ ନିମ୍ନ ସ୍ୱାକ୍ଷରକାରୀଙ୍କୁ ଲିଖିତ ଭାବେ ଜଣାଇବେ । ଉକ୍ତ ପ୍ଲଟର ମାଲିକାନା ପରିବର୍ତ୍ତନ କରିବା ପାଇଁ ଏହା ସୂଚିତ କରାଯାଉଛି । ଉକ୍ତ ସମୟ ପରେ ଆସିଥିବା ଆପତ୍ତି ଗ୍ରହଣୀୟ ହେବ ନାହିଁ ଏବଂ ପ୍ଲଟ ମାଲିକାନା ପରିବର୍ତ୍ତନ ଅନୁଯାୟୀ କରାଯିବ । <box>1132 1474 1488 1586</box>
table-cell: 12223 <box>793 1856 848 1885</box>
table-cell: ଚୁନିକାଟା ପଥରଖାଦ <box>886 1977 994 1994</box>
table-cell: ୨ <box>579 1839 617 1856</box>
table-cell: ସାଲୁଗୁଡ଼ା ପଥରଖାଦ <box>886 1856 994 1885</box>
bankual-headline: ସେମିରେ ଜେ.ଏନ୍. ଷ୍ଟ୍ରାଇକର୍ସ, ରୟାଲ ଟାଇଗର୍ସ <box>101 1937 511 1965</box>
table-cell: ୭ <box>579 1960 617 1977</box>
tender-table <box>578 1792 1118 2154</box>
table-cell: 2200 <box>1063 1977 1118 1994</box>
table-cell: 1430 <box>793 2086 848 2103</box>
ad-chetana-header <box>766 988 1110 1050</box>
magenta-mark <box>1214 2329 1224 2339</box>
table-cell: ୩୦ <box>848 2103 886 2120</box>
ad-cda-1 <box>1126 1132 1494 1378</box>
footer-page-number: 27 <box>1476 2323 1492 2337</box>
table-row <box>579 2086 1118 2103</box>
story-accident-body: ଜୋଡ଼ା, ୧୮।୩(ଡି.ଏନ୍.ଏ.): ଜୋଡ଼ା ଥାନା ଅଧୀନ ଜାତୀୟ ରାଜପଥରେ ଏକ ସଡ଼କ ଦୁର୍ଘଟଣାରେ ଜଣେ ବ୍ୟକ୍ତିଙ୍କ ମୃତ୍ୟୁ ଘଟିଥିବା ବେଳେ ଅନ୍ୟ ଜଣେ ଗୁରୁତର ଆହତ ହୋଇଛନ୍ତି । ଏକ ଦ୍ରୁତଗାମୀ ଟ୍ରକ ମୋଟରସାଇକେଲକୁ ଧକ୍କା ଦେବାରୁ ଏହି ଦୁର୍ଘଟଣା ଘଟିଛି । ଆହତଙ୍କୁ ଚିକିତ୍ସା ପାଇଁ ହସ୍ପିଟାଲରେ ଭର୍ତ୍ତି କରାଯାଇଛି । ପୋଲିସ ଟ୍ରକକୁ ଜବତ କରିଛି ଏବଂ ଡ୍ରାଇଭରକୁ ଖୋଜୁଛି । ଅଞ୍ଚଳବାସୀ ରାସ୍ତା ଅବରୋଧ କରି ଉପଯୁକ୍ତ କ୍ଷତିପୂରଣ ଦାବି କରିଥିଲେ । <box>1054 747 1494 837</box>
ad-jnv-name: JAWAHAR NAVODAYA VIDYALAYA <box>1191 895 1473 914</box>
table-cell: ୩୧ <box>848 2120 886 2137</box>
ad-chetana-email[interactable]: E-mail: chetanacollege@yahoo.co.in <box>833 1119 1043 1133</box>
table-cell: ୧୧ <box>579 2028 617 2057</box>
ad-pccf-ref-row <box>1136 1716 1484 1730</box>
story-boy-body: ପୁରୀ ସଦର, ୧୮।୩-: କୁମାରପଡ଼ା ଥାନା ଅଧୀନ ପିତେଇପାଲା ଗ୍ରାମରେ ଏକ ଦୁଃଖଦ ଘଟଣା ଘଟିଛି । ଲୁଗାରେ ଛନ୍ଦି ହୋଇ ଜଣେ ବାଳକଙ୍କ ମୃତ୍ୟୁ ଘଟିଛି । ଖେଳୁଥିବା ବେଳେ ଏହି ଦୁର୍ଘଟଣା ଘଟିଥିବା ପରିବାର ଲୋକେ କହିଛନ୍ତି । ପୁଲିସ ଅସ୍ୱାଭାବିକ ମୃତ୍ୟୁ ମାମଲା (୧୪/୨୦୧୪) ରୁଜୁ କରି ଶବ ବ୍ୟବଚ୍ଛେଦ ପରେ ପରିବାରକୁ ହସ୍ତାନ୍ତର କରିଛି । <box>188 730 570 805</box>
ad-pccf-notice-no: Notice No - 380 <box>1136 1716 1223 1730</box>
table-cell: 7700 <box>793 1885 848 1902</box>
table-cell: 1870 <box>1063 1960 1118 1977</box>
table-cell: 8910 <box>793 1902 848 1931</box>
table-cell: କଲାପାଣିଆ ପଥରଖାଦ-୩ <box>617 1931 725 1960</box>
bankual-body: ପୁରୁଣା ଭୁବନେଶ୍ୱର, ୧୮।୩ (ଡି.ଏନ୍.ଏ.): ବାଙ୍କୁଆଳ ପ୍ରିମିୟର ଲିଗ୍ କ୍ରିକେଟ ଟୁର୍ଣ୍ଣାମେଣ୍ଟର ସେମିଫାଇନାଲରେ ଜେ.ଏନ୍. ଷ୍ଟ୍ରାଇକର୍ସ ଓ ରୟାଲ ଟାଇଗର୍ସ ଦଳ ସ୍ଥାନ ହାସଲ କରିଛନ୍ତି । ମଙ୍ଗଳବାର ଖେଳାଯାଇଥିବା ମ୍ୟାଚରେ ଉଭୟ ଦଳ ଶାନଦାର ପ୍ରଦର୍ଶନ କରି ବିଜୟୀ ହୋଇଛନ୍ତି । ପ୍ରଥମ ମ୍ୟାଚରେ ଜେ.ଏନ୍. ଷ୍ଟ୍ରାଇକର୍ସ ୫ ୱିକେଟରେ ଜିତିଥିଲା । ଦ୍ୱିତୀୟ ମ୍ୟାଚରେ ରୟାଲ ଟାଇଗର୍ସ ୩୨ ରନରେ ଜିତିଛି । <box>6 1973 570 2033</box>
table-cell: ୨୪ <box>848 1977 886 1994</box>
story-vandal <box>188 421 570 684</box>
table-cell: ୨୧ <box>848 1902 886 1931</box>
table-cell: ସରଗିପାଲି ବାଲିଘାଟ <box>617 2057 725 2086</box>
tender-date: ତା: 28.02.14 <box>1053 1441 1118 1455</box>
ad-pccf-items <box>1136 1763 1484 1875</box>
table-cell: 2761 <box>1063 2103 1118 2120</box>
table-row <box>579 2103 1118 2120</box>
lead-kicker: କମିଶନରେଟ୍ ପୋଲିସର ଅପରେଶନ <box>578 34 1494 82</box>
footer-registration <box>0 2320 1500 2339</box>
ad-chetana-po: P.O. - R.R.L. Campus, Bhubaneswar - 751013 <box>810 1087 1066 1101</box>
ad-jnv-sign: Sd./- Principal <box>1406 1070 1487 1084</box>
black-mark <box>212 2329 222 2339</box>
table-cell: ୧୦ <box>579 2011 617 2028</box>
table-cell: 1980 <box>793 1822 848 1839</box>
story-vandal-title: ୭ ଗାଡ଼ି ଭାଙ୍ଗିଲେ ଦୁର୍ବୃତ୍ତ <box>188 421 524 460</box>
table-row <box>579 1994 1118 2011</box>
bankual-tag1: ବାଙ୍କୁଆଳ <box>12 1935 67 1951</box>
table-cell: 2200 <box>1063 1885 1118 1902</box>
table-cell: 1160 <box>1063 2137 1118 2154</box>
sports-body: ଜଗତସିଂହପୁର, ୧୮।୩ (ଡି.ଏନ୍.ଏ.): ସ୍ଥାନୀୟ ମଧୁବନ ଡେଇଁ ଦିଗନ୍ତ କ୍ଲବ ସହଯୋଗରେ ଅନୁଷ୍ଠିତ ମଧୁବନ ପ୍ରିମିୟର ଲିଗ୍ କ୍ରିକେଟ ଟୁର୍ଣ୍ଣାମେଣ୍ଟର ଫାଇନାଲରେ ମା’ ମଙ୍ଗଳା ଲାନ୍ସର ଦଳ ଚାମ୍ପିୟନ ହୋଇଛି । ଫାଇନାଲରେ ପ୍ରତିଦ୍ୱନ୍ଦ୍ୱୀ ଦଳକୁ ପରାସ୍ତ କରି ଏହି ଦଳ ଟ୍ରଫି ହାସଲ କରିଛି । ବିଜେତା ଦଳକୁ ଟ୍ରଫି ସହ ୨୫,୦୦୦ ଟଙ୍କା ପୁରସ୍କାର ଓ ଉପବିଜେତା ଦଳକୁ ୧୫,୦୦୦ ଟଙ୍କା ପ୍ରଦାନ କରାଯାଇଛି । ମ୍ୟାନ ଅଫ ଦି ମ୍ୟାଚ ଓ ମ୍ୟାନ ଅଫ ଦି ସିରିଜ ପୁରସ୍କାର ମଧ୍ୟ ପ୍ରଦାନ କରାଯାଇଥିଲା । ପୁରସ୍କାର ବିତରଣ ଉତ୍ସବରେ ମୁଖ୍ୟ ଅତିଥି ଭାବେ ଯୋଗଦେଇ ବିଜେତାଙ୍କୁ ପୁରସ୍କୃତ କରିଥିଲେ । ଟୁର୍ଣ୍ଣାମେଣ୍ଟରେ ମୋଟ ୧୬ଟି ଦଳ ଅଂଶଗ୍ରହଣ କରିଥିଲେ । <box>6 1557 570 1647</box>
table-cell: 16611 <box>994 2120 1063 2137</box>
table-cell: 1595 <box>793 2103 848 2120</box>
table-cell: 5611 <box>1063 1822 1118 1839</box>
table-row <box>579 1885 1118 1902</box>
table-cell: 1265 <box>793 2011 848 2028</box>
ad-cda-1-notice: ସୂଚନା <box>1286 1193 1334 1219</box>
tender-sign: ସ୍ୱା:- ତହସିଲଦାର, ହେମଗିର <box>995 2156 1118 2170</box>
ad-cda-1-title: କଟକ ଉନ୍ନୟନ କର୍ତ୍ତୃପକ୍ଷ <box>1205 1144 1453 1174</box>
magenta-mark <box>184 2329 194 2339</box>
ad-jnv-notice-title: CORRIGENDUM NOTICE <box>1244 929 1420 946</box>
bankual-tag <box>6 1934 94 1970</box>
ad-chetana-college <box>758 980 1118 1378</box>
sports-photo-row <box>6 1727 570 1907</box>
ad-jnv-title-block <box>1177 895 1487 946</box>
table-cell: 27610 <box>994 2057 1063 2086</box>
table-row <box>579 1977 1118 1994</box>
story-arrests-title: ବିଭିନ୍ନ ଅଭିଯୋଗରେ ୭ ଗିରଫ <box>188 907 495 981</box>
table-cell: 1650 <box>793 1839 848 1856</box>
seized-weapons-photo <box>1202 222 1494 462</box>
lead-photo-caption: ମାଲ୍‌ଜଜବତ ଦ୍ୱାରା ଗିରଫ ଅଭିଯୁକ୍ତ ଓ ଜବତ ମାରଣାସ୍ତ୍ର । <box>988 466 1264 480</box>
cyan-mark <box>700 2329 710 2339</box>
tender-office: ତହସିଲ କାର୍ଯ୍ୟାଳୟ, ହେମଗିର <box>578 1388 1118 1422</box>
ad-pccf-item: 1. RFP No.-311 of 4th March 2014 on Office Work Flow Automation System (OWAS), in para 7.2- Evaluation will be made out of 100 Marks. <box>1136 1764 1465 1810</box>
ad-cda-2-title-block <box>1174 1400 1484 1430</box>
tender-ref: ବିଜ୍ଞାପନ ସଂଖ୍ୟା- 244 <box>578 1441 673 1455</box>
story-boy-title: ଲୁଗାରେ ଛନ୍ଦିହୋଇ ବାଳକ ମୃତ <box>188 687 569 726</box>
table-cell: 22000 <box>994 1931 1063 1960</box>
table-cell: ନଇଁରାଇ ବାଲିଘାଟ <box>886 1839 994 1856</box>
sports-section <box>6 1388 570 2328</box>
table-cell: 33000 <box>725 1994 794 2011</box>
table-cell: 27610 <box>994 1994 1063 2011</box>
ad-pccf-sign2: GIS, O/o PCCF , Odisha <box>1344 1947 1484 1961</box>
jnv-emblem-icon <box>1133 899 1177 943</box>
ad-chetana-address: A/3, Institutional Area, Near Hotel Swosti Premium <box>794 1071 1082 1085</box>
table-cell: 1650 <box>793 2057 848 2086</box>
table-cell: ୯ <box>579 1994 617 2011</box>
story-bomb <box>188 88 570 418</box>
column-rule <box>181 88 182 1378</box>
table-cell: ଡୁଡୁକା ପଥରଖାଦ <box>617 2103 725 2120</box>
avenger-body: କେନ୍ଦ୍ରାପଡ଼ା, ୧୮।୩ (ଡି.ଏନ୍.ଏ.): ସ୍ଥାନୀୟ ଖେଳପଡ଼ିଆରେ ଅନୁଷ୍ଠିତ କ୍ରିକେଟ ଟୁର୍ଣ୍ଣାମେଣ୍ଟର ଫାଇନାଲରେ ଆଭେଞ୍ଜର ଦଳ ଚାମ୍ପିୟନ ହୋଇଛି । ପ୍ରଥମେ ବ୍ୟାଟିଂ କରି ଆଭେଞ୍ଜର ଦଳ ୧୬ ଓଭରରେ ୧୩୫ ରନ କରିଥିଲା । ଜବାବରେ ପ୍ରତିଦ୍ୱନ୍ଦ୍ୱୀ ଦଳ ୧୧୮ ରନରେ ଅଲଆଉଟ ହୋଇଯାଇଥିଲା । ବିଜେତା ଦଳକୁ ଟ୍ରଫି ଓ ନଗଦ ପୁରସ୍କାର ପ୍ରଦାନ କରାଯାଇଛି । <box>6 2131 570 2191</box>
ad-chetana-name2: SPECIAL EDUCATION <box>854 1018 1074 1041</box>
story-bomb-title2: ହତ୍ୟା ଅଭିଯୋଗରେ ଜଣେ ଗିରଫ <box>188 132 565 167</box>
table-cell: ୧୩ <box>579 2086 617 2103</box>
tender-table-body <box>579 1822 1118 2154</box>
table-cell: ୪ <box>579 1885 617 1902</box>
table-cell: 3300 <box>793 1994 848 2011</box>
table-row <box>579 1856 1118 1885</box>
table-row <box>579 2028 1118 2057</box>
ad-cda-1-header <box>1132 1138 1488 1180</box>
ad-cda-2-title: କଟକ ଉନ୍ନୟନ କର୍ତ୍ତୃପକ୍ଷ <box>1205 1400 1453 1430</box>
ad-chetana-sign: Principal <box>1055 1281 1110 1296</box>
black-mark <box>742 2329 752 2339</box>
ad-cda-2 <box>1126 1388 1494 1628</box>
table-cell: ଜାମଚୁଁଆ ପଥରଖାଦ <box>617 1885 725 1902</box>
table-cell: ମାଟିଆବାହାଲ ପଥରଖାଦ <box>886 2057 994 2086</box>
